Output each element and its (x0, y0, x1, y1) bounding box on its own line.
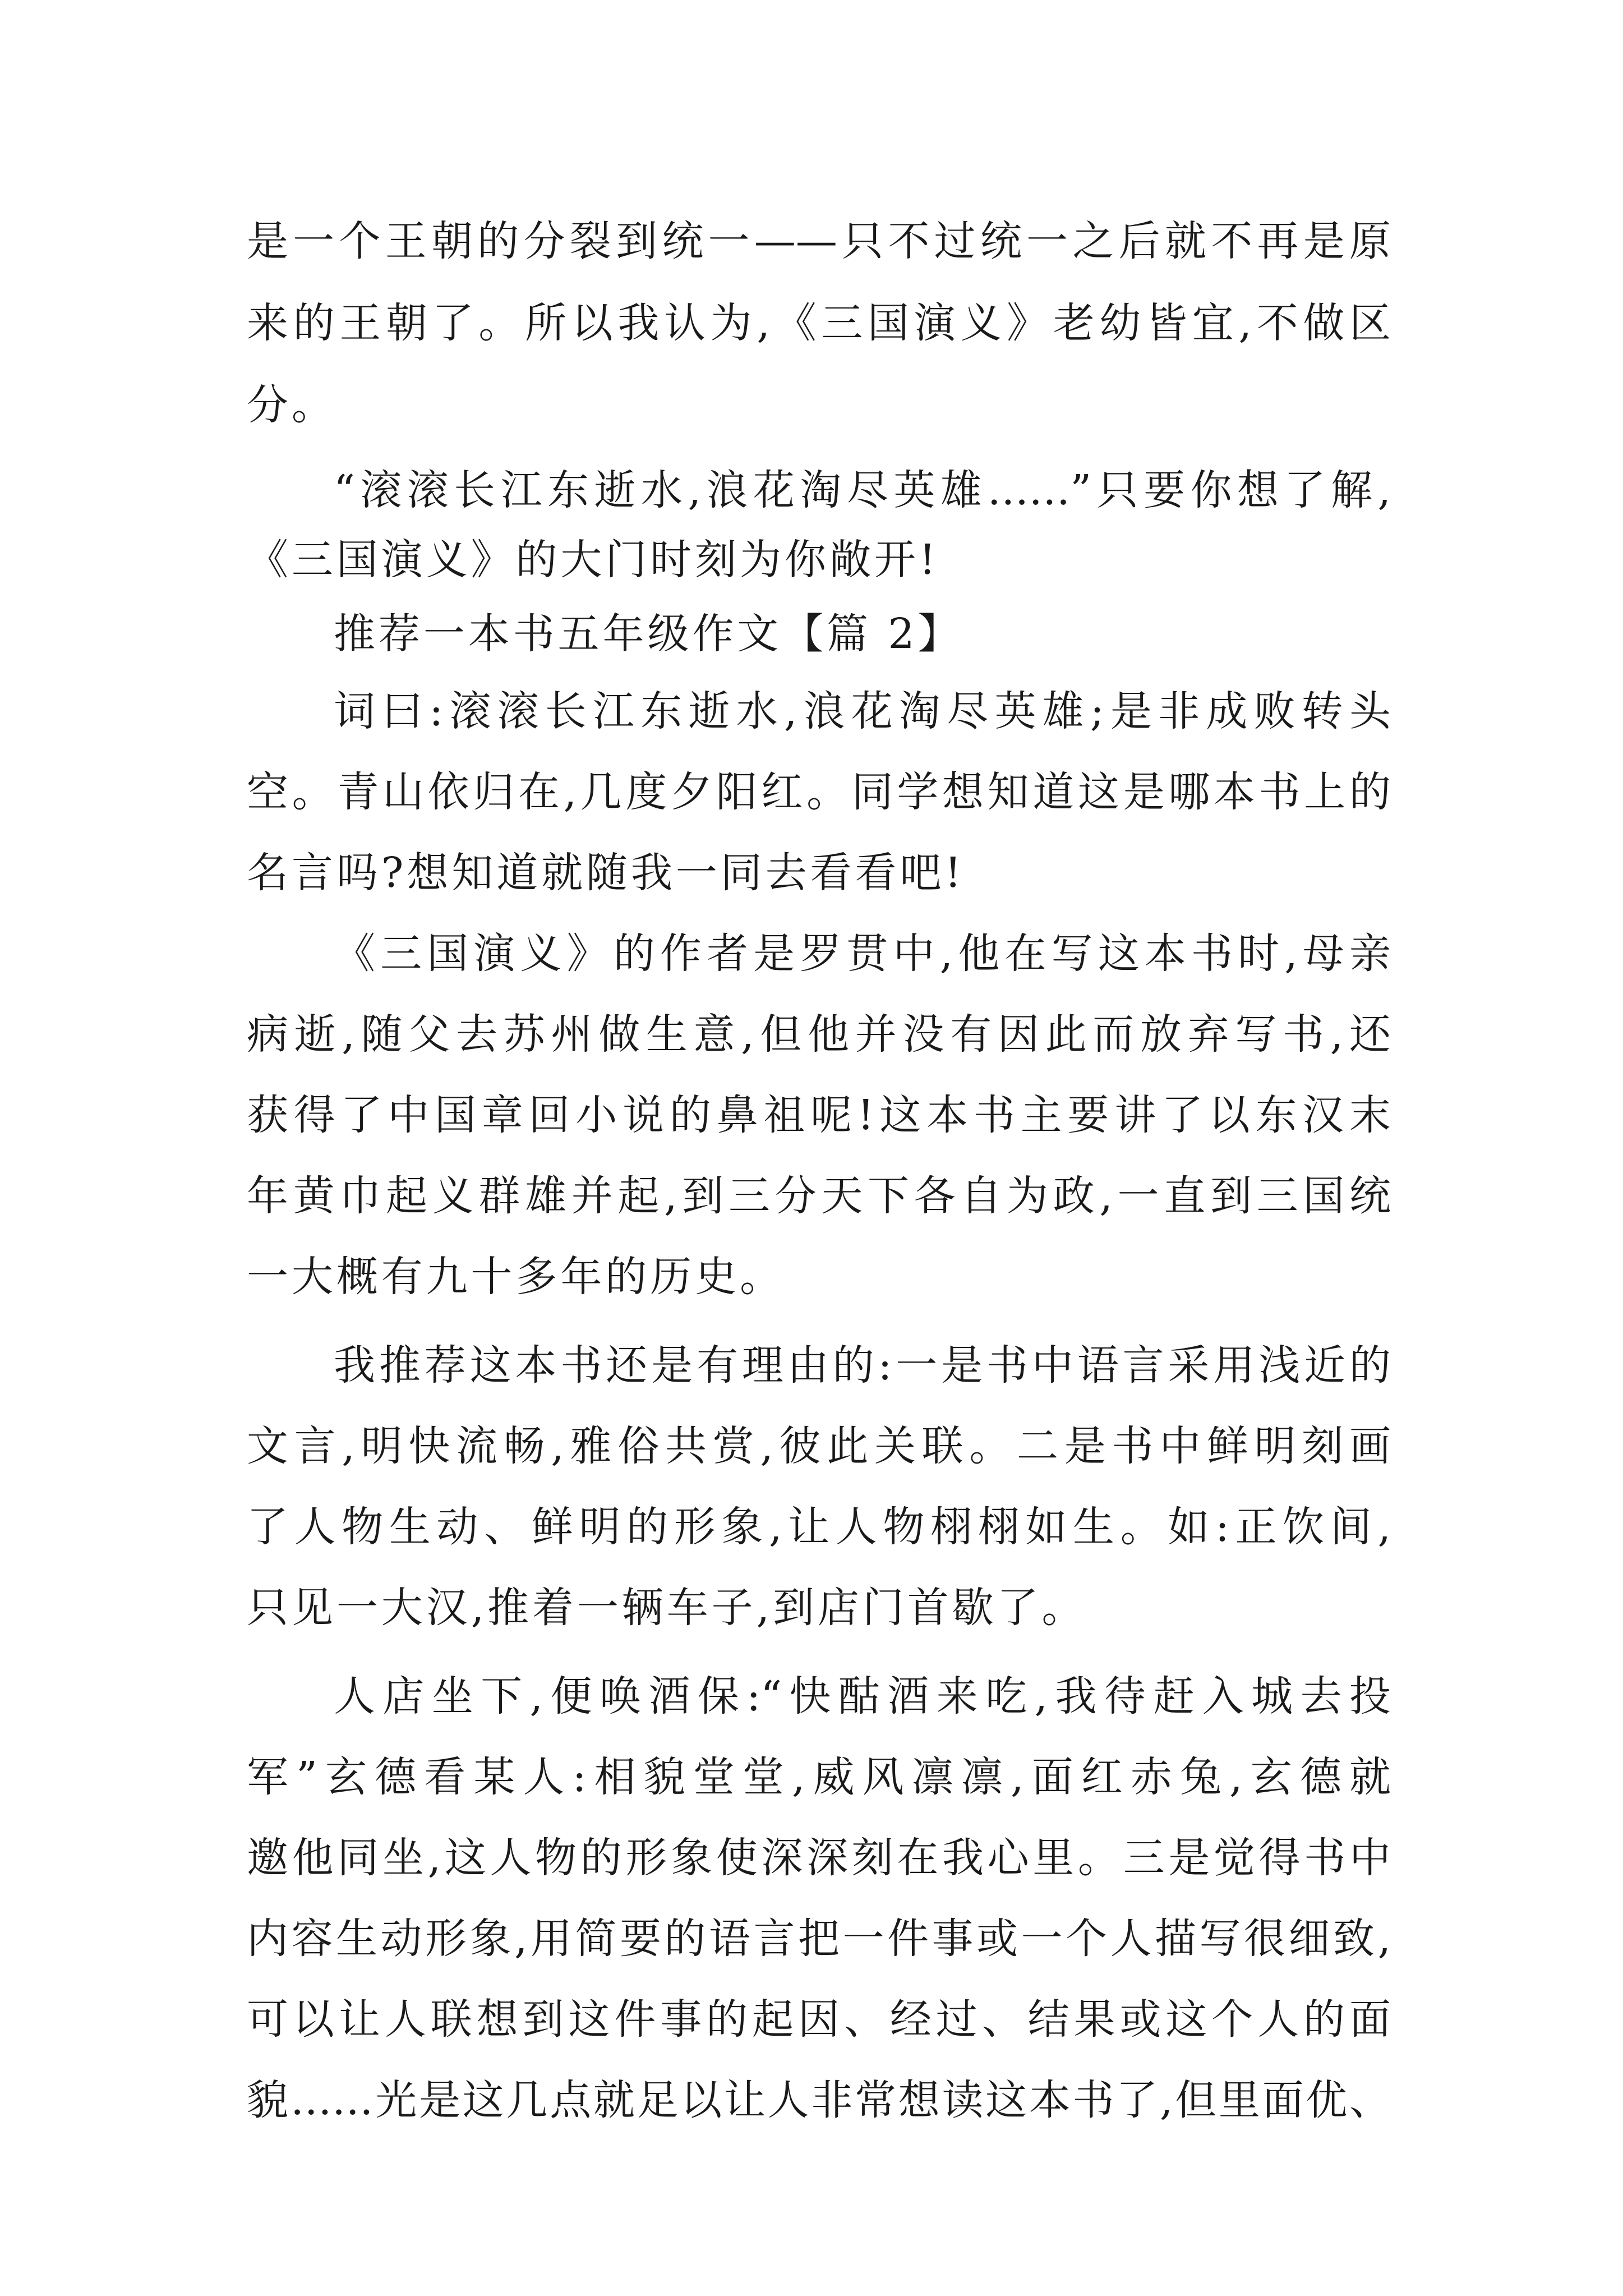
text-line: 《三国演义》的大门时刻为你敞开! (247, 536, 939, 584)
text-line: 年黄巾起义群雄并起,到三分天下各自为政,一直到三国统 (247, 1172, 1391, 1220)
text-line: 内容生动形象,用简要的语言把一件事或一个人描写很细致, (247, 1915, 1391, 1963)
text-line: 来的王朝了。所以我认为,《三国演义》老幼皆宜,不做区 (247, 299, 1391, 347)
section-heading: 推荐一本书五年级作文【篇 2】 (334, 610, 963, 658)
text-line: 文言,明快流畅,雅俗共赏,彼此关联。二是书中鲜明刻画 (247, 1422, 1391, 1470)
text-line: 分。 (247, 381, 336, 429)
text-line: 名言吗?想知道就随我一同去看看吧! (247, 849, 965, 897)
text-line: 邀他同坐,这人物的形象使深深刻在我心里。三是觉得书中 (247, 1834, 1391, 1882)
text-line: 了人物生动、鲜明的形象,让人物栩栩如生。如:正饮间, (247, 1503, 1391, 1551)
text-line: 词曰:滚滚长江东逝水,浪花淘尽英雄;是非成败转头 (334, 687, 1391, 735)
text-line: 貌……光是这几点就足以让人非常想读这本书了,但里面优、 (247, 2076, 1391, 2124)
text-line: 可以让人联想到这件事的起因、经过、结果或这个人的面 (247, 1995, 1391, 2044)
text-line: 人店坐下,便唤酒保:“快酤酒来吃,我待赶入城去投 (334, 1672, 1391, 1720)
text-line: 我推荐这本书还是有理由的:一是书中语言采用浅近的 (334, 1341, 1391, 1389)
text-line: 只见一大汉,推着一辆车子,到店门首歇了。 (247, 1584, 1087, 1632)
text-line: “滚滚长江东逝水,浪花淘尽英雄……”只要你想了解, (334, 466, 1391, 514)
text-line: 空。青山依归在,几度夕阳红。同学想知道这是哪本书上的 (247, 768, 1391, 816)
text-line: 一大概有九十多年的历史。 (247, 1253, 785, 1301)
text-line: 《三国演义》的作者是罗贯中,他在写这本书时,母亲 (334, 930, 1391, 978)
text-line: 病逝,随父去苏州做生意,但他并没有因此而放弃写书,还 (247, 1010, 1391, 1059)
text-line: 军”玄德看某人:相貌堂堂,威风凛凛,面红赤兔,玄德就 (247, 1753, 1391, 1801)
text-line: 获得了中国章回小说的鼻祖呢!这本书主要讲了以东汉末 (247, 1091, 1391, 1139)
text-line: 是一个王朝的分裂到统一——只不过统一之后就不再是原 (247, 217, 1391, 265)
